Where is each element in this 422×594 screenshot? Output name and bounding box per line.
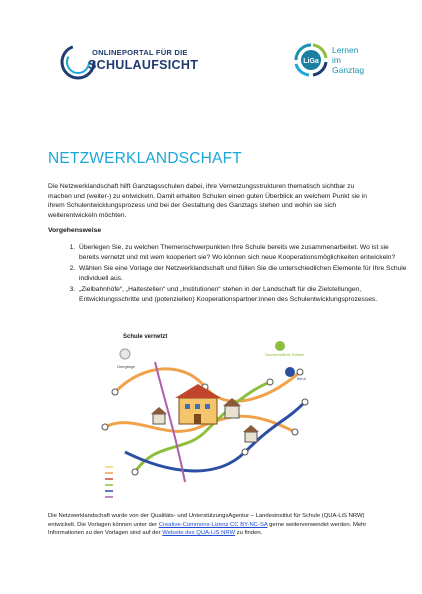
liga-logo [290, 38, 390, 88]
map-title: Schule vernetzt [123, 334, 168, 340]
logo-line-1: ONLINEPORTAL FÜR DIE [92, 48, 188, 57]
procedure-step: 1. Überlegen Sie, zu welchen Themenschwerpunkten Ihre Schule bereits wie zusammenarbeitet. Wo ist sie bereits vernetzt und mit wem kooperiert sie? Wo können sich neue Kooperationsmöglichkeiten entwickeln? [77, 243, 407, 262]
onlineportal-logo [58, 40, 198, 86]
intro-paragraph: Die Netzwerklandschaft hilft Ganztagsschulen dabei, ihre Vernetzungsstrukturen thematisch sichtbar zu machen und (weiter-) zu entwickeln. Damit erhalten Schulen einen guten Überblick an welchem Punkt sie in ihrem Schulentwicklungsprozess und bei der Gestaltung des Ganztags stehen und wohin sie sich weiterentwickeln möchten. [48, 183, 367, 219]
logo-line-2: SCHULAUFSICHT [88, 58, 199, 72]
liga-words [332, 45, 364, 75]
footer-text: gerne weiterverwendet werden. Mehr Informationen zu den Vorlagen sind auf der [48, 521, 367, 537]
network-map-illustration [95, 332, 317, 502]
map-label: Übergänge [117, 365, 135, 369]
footer-note [48, 512, 378, 538]
liga-word: Ganztag [332, 65, 365, 75]
footer-text: Die Netzwerklandschaft wurde von der Qualitäts- und UnterstützungsAgentur – Landesinstitut für Schule (QUA-LiS NRW) entwickelt. Die Vorlagen können unter der [48, 513, 365, 528]
license-link[interactable]: Creative-Commons-Lizenz CC BY-NC-SA [158, 521, 268, 528]
map-label: Gesellschaftliche Teilhabe [265, 353, 305, 357]
website-link[interactable]: Website des QUA-LiS NRW [162, 530, 236, 537]
liga-word: im [332, 55, 341, 65]
liga-badge-icon [290, 38, 332, 82]
footer-text: zu finden. [235, 530, 263, 537]
procedure-heading: Vorgehensweise [48, 227, 102, 234]
procedure-step: 3. „Zielbahnhöfe“, „Haltestellen“ und „Institutionen“ stehen in der Landschaft für die Zielstellungen, Entwicklungsschritte und (potenziellen) Kooperationspartner:innen des Schulentwicklungsprozesses. [77, 285, 407, 304]
liga-word: Lernen [332, 45, 359, 55]
map-label: Beruf [297, 377, 306, 381]
network-map-graphic [95, 332, 317, 502]
page-title: NETZWERKLANDSCHAFT [48, 150, 242, 167]
procedure-step: 2. Wählen Sie eine Vorlage der Netzwerklandschaft und füllen Sie die unterschiedlichen Elemente für Ihre Schule individuell aus. [77, 264, 407, 283]
procedure-list [48, 243, 407, 306]
liga-badge-text: LiGa [303, 58, 319, 65]
